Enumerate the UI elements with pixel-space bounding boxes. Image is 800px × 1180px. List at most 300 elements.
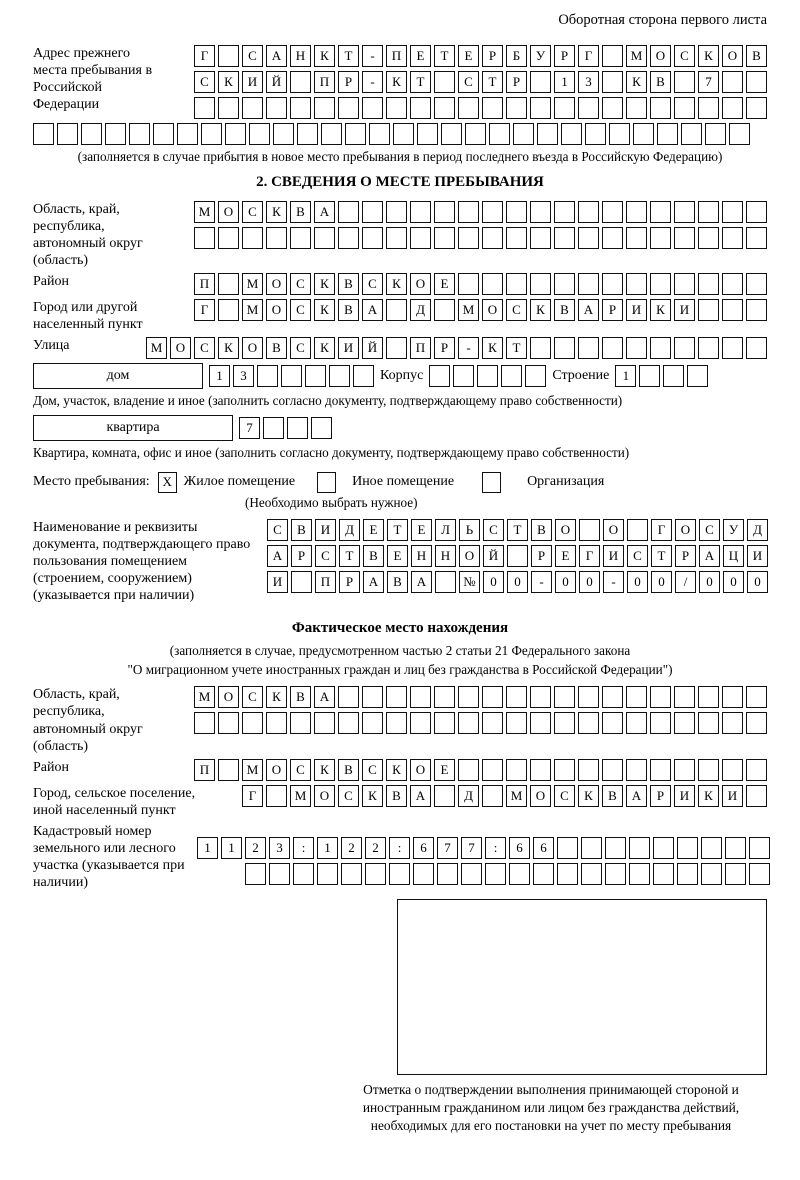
- form-cell[interactable]: [386, 712, 407, 734]
- form-cell[interactable]: [506, 97, 527, 119]
- form-cell[interactable]: П: [194, 273, 215, 295]
- form-cell[interactable]: [393, 123, 414, 145]
- form-cell[interactable]: Т: [410, 71, 431, 93]
- form-cell[interactable]: [722, 201, 743, 223]
- form-cell[interactable]: [602, 227, 623, 249]
- form-cell[interactable]: [513, 123, 534, 145]
- form-cell[interactable]: [698, 227, 719, 249]
- form-cell[interactable]: [722, 71, 743, 93]
- form-cell[interactable]: [674, 227, 695, 249]
- form-cell[interactable]: [698, 686, 719, 708]
- form-cell[interactable]: [201, 123, 222, 145]
- form-cell[interactable]: [218, 45, 239, 67]
- form-cell[interactable]: [557, 863, 578, 885]
- form-cell[interactable]: [674, 712, 695, 734]
- form-cell[interactable]: В: [338, 299, 359, 321]
- form-cell[interactable]: [650, 712, 671, 734]
- form-cell[interactable]: [530, 201, 551, 223]
- form-cell[interactable]: И: [674, 299, 695, 321]
- form-cell[interactable]: А: [578, 299, 599, 321]
- form-cell[interactable]: [509, 863, 530, 885]
- form-cell[interactable]: [249, 123, 270, 145]
- form-cell[interactable]: [674, 201, 695, 223]
- form-cell[interactable]: В: [650, 71, 671, 93]
- form-cell[interactable]: [705, 123, 726, 145]
- form-cell[interactable]: [33, 123, 54, 145]
- form-cell[interactable]: 7: [461, 837, 482, 859]
- form-cell[interactable]: [266, 97, 287, 119]
- form-cell[interactable]: 2: [365, 837, 386, 859]
- form-cell[interactable]: С: [699, 519, 720, 541]
- form-cell[interactable]: [602, 759, 623, 781]
- form-cell[interactable]: П: [410, 337, 431, 359]
- form-cell[interactable]: [722, 227, 743, 249]
- form-cell[interactable]: [626, 227, 647, 249]
- form-cell[interactable]: А: [411, 571, 432, 593]
- form-cell[interactable]: С: [242, 45, 263, 67]
- form-cell[interactable]: [273, 123, 294, 145]
- form-cell[interactable]: Е: [434, 759, 455, 781]
- form-cell[interactable]: [263, 417, 284, 439]
- form-cell[interactable]: Т: [338, 45, 359, 67]
- form-cell[interactable]: [650, 273, 671, 295]
- form-cell[interactable]: [290, 71, 311, 93]
- form-cell[interactable]: О: [603, 519, 624, 541]
- form-cell[interactable]: [746, 712, 767, 734]
- form-cell[interactable]: [554, 686, 575, 708]
- form-cell[interactable]: -: [362, 71, 383, 93]
- form-cell[interactable]: К: [314, 337, 335, 359]
- form-cell[interactable]: С: [242, 686, 263, 708]
- form-cell[interactable]: В: [387, 571, 408, 593]
- form-cell[interactable]: [698, 201, 719, 223]
- form-cell[interactable]: К: [386, 273, 407, 295]
- form-cell[interactable]: Й: [483, 545, 504, 567]
- form-cell[interactable]: [386, 299, 407, 321]
- form-cell[interactable]: [578, 97, 599, 119]
- form-cell[interactable]: 1: [554, 71, 575, 93]
- form-cell[interactable]: 7: [698, 71, 719, 93]
- form-cell[interactable]: У: [723, 519, 744, 541]
- form-cell[interactable]: Р: [291, 545, 312, 567]
- form-cell[interactable]: [218, 712, 239, 734]
- form-cell[interactable]: [578, 759, 599, 781]
- form-cell[interactable]: [698, 712, 719, 734]
- form-cell[interactable]: [530, 97, 551, 119]
- form-cell[interactable]: М: [194, 201, 215, 223]
- form-cell[interactable]: Е: [411, 519, 432, 541]
- form-cell[interactable]: [698, 337, 719, 359]
- form-cell[interactable]: :: [293, 837, 314, 859]
- form-cell[interactable]: Е: [363, 519, 384, 541]
- form-cell[interactable]: П: [386, 45, 407, 67]
- form-cell[interactable]: С: [506, 299, 527, 321]
- form-cell[interactable]: [434, 201, 455, 223]
- form-cell[interactable]: И: [626, 299, 647, 321]
- form-cell[interactable]: [602, 273, 623, 295]
- form-cell[interactable]: К: [218, 71, 239, 93]
- form-cell[interactable]: И: [242, 71, 263, 93]
- form-cell[interactable]: И: [603, 545, 624, 567]
- form-cell[interactable]: А: [410, 785, 431, 807]
- form-cell[interactable]: [458, 759, 479, 781]
- form-cell[interactable]: [578, 712, 599, 734]
- form-cell[interactable]: [749, 837, 770, 859]
- form-cell[interactable]: [722, 759, 743, 781]
- form-cell[interactable]: [386, 337, 407, 359]
- form-cell[interactable]: К: [314, 759, 335, 781]
- form-cell[interactable]: /: [675, 571, 696, 593]
- form-cell[interactable]: [629, 837, 650, 859]
- form-cell[interactable]: С: [338, 785, 359, 807]
- form-cell[interactable]: [626, 686, 647, 708]
- form-cell[interactable]: [482, 97, 503, 119]
- form-cell[interactable]: 1: [221, 837, 242, 859]
- form-cell[interactable]: [386, 97, 407, 119]
- form-cell[interactable]: [530, 759, 551, 781]
- form-cell[interactable]: [305, 365, 326, 387]
- form-cell[interactable]: [266, 785, 287, 807]
- form-cell[interactable]: 7: [239, 417, 260, 439]
- form-cell[interactable]: К: [314, 299, 335, 321]
- form-cell[interactable]: [506, 759, 527, 781]
- form-cell[interactable]: [506, 712, 527, 734]
- form-cell[interactable]: [581, 863, 602, 885]
- form-cell[interactable]: [674, 686, 695, 708]
- form-cell[interactable]: Г: [579, 545, 600, 567]
- form-cell[interactable]: С: [194, 337, 215, 359]
- form-cell[interactable]: М: [242, 759, 263, 781]
- form-cell[interactable]: П: [314, 71, 335, 93]
- form-cell[interactable]: [291, 571, 312, 593]
- form-cell[interactable]: [554, 227, 575, 249]
- form-cell[interactable]: [441, 123, 462, 145]
- form-cell[interactable]: [458, 201, 479, 223]
- form-cell[interactable]: [266, 712, 287, 734]
- form-cell[interactable]: [650, 201, 671, 223]
- form-cell[interactable]: Б: [506, 45, 527, 67]
- form-cell[interactable]: О: [410, 273, 431, 295]
- form-cell[interactable]: [639, 365, 660, 387]
- form-cell[interactable]: [602, 686, 623, 708]
- form-cell[interactable]: Д: [747, 519, 768, 541]
- form-cell[interactable]: [242, 712, 263, 734]
- form-cell[interactable]: [242, 97, 263, 119]
- form-cell[interactable]: [629, 863, 650, 885]
- form-cell[interactable]: [437, 863, 458, 885]
- form-cell[interactable]: [458, 227, 479, 249]
- form-cell[interactable]: М: [146, 337, 167, 359]
- checkbox-organization[interactable]: [482, 472, 501, 493]
- form-cell[interactable]: [698, 299, 719, 321]
- form-cell[interactable]: [290, 712, 311, 734]
- form-cell[interactable]: О: [170, 337, 191, 359]
- form-cell[interactable]: [311, 417, 332, 439]
- form-cell[interactable]: О: [218, 686, 239, 708]
- form-cell[interactable]: А: [626, 785, 647, 807]
- form-cell[interactable]: [722, 712, 743, 734]
- form-cell[interactable]: К: [266, 201, 287, 223]
- form-cell[interactable]: В: [290, 201, 311, 223]
- form-cell[interactable]: [410, 686, 431, 708]
- form-cell[interactable]: [650, 759, 671, 781]
- form-cell[interactable]: В: [746, 45, 767, 67]
- form-cell[interactable]: А: [267, 545, 288, 567]
- form-cell[interactable]: [281, 365, 302, 387]
- form-cell[interactable]: -: [603, 571, 624, 593]
- form-cell[interactable]: [605, 863, 626, 885]
- form-cell[interactable]: С: [362, 759, 383, 781]
- form-cell[interactable]: [554, 273, 575, 295]
- form-cell[interactable]: И: [267, 571, 288, 593]
- form-cell[interactable]: С: [267, 519, 288, 541]
- form-cell[interactable]: [434, 785, 455, 807]
- form-cell[interactable]: 0: [723, 571, 744, 593]
- form-cell[interactable]: А: [362, 299, 383, 321]
- form-cell[interactable]: 7: [437, 837, 458, 859]
- form-cell[interactable]: [578, 337, 599, 359]
- form-cell[interactable]: В: [290, 686, 311, 708]
- form-cell[interactable]: [746, 273, 767, 295]
- form-cell[interactable]: [674, 759, 695, 781]
- form-cell[interactable]: [266, 227, 287, 249]
- form-cell[interactable]: Д: [339, 519, 360, 541]
- form-cell[interactable]: [482, 686, 503, 708]
- form-cell[interactable]: К: [314, 273, 335, 295]
- form-cell[interactable]: [725, 837, 746, 859]
- form-cell[interactable]: [746, 785, 767, 807]
- form-cell[interactable]: [218, 273, 239, 295]
- form-cell[interactable]: Т: [339, 545, 360, 567]
- form-cell[interactable]: :: [485, 837, 506, 859]
- form-cell[interactable]: 0: [747, 571, 768, 593]
- form-cell[interactable]: М: [242, 273, 263, 295]
- form-cell[interactable]: 0: [507, 571, 528, 593]
- form-cell[interactable]: [386, 201, 407, 223]
- form-cell[interactable]: [663, 365, 684, 387]
- form-cell[interactable]: 6: [509, 837, 530, 859]
- form-cell[interactable]: Т: [507, 519, 528, 541]
- form-cell[interactable]: [602, 201, 623, 223]
- form-cell[interactable]: М: [194, 686, 215, 708]
- form-cell[interactable]: [465, 123, 486, 145]
- form-cell[interactable]: [57, 123, 78, 145]
- form-cell[interactable]: [746, 71, 767, 93]
- form-cell[interactable]: Е: [458, 45, 479, 67]
- form-cell[interactable]: А: [314, 201, 335, 223]
- form-cell[interactable]: [585, 123, 606, 145]
- form-cell[interactable]: :: [389, 837, 410, 859]
- form-cell[interactable]: [477, 365, 498, 387]
- form-cell[interactable]: [482, 759, 503, 781]
- form-cell[interactable]: Ц: [723, 545, 744, 567]
- form-cell[interactable]: В: [602, 785, 623, 807]
- form-cell[interactable]: [338, 712, 359, 734]
- form-cell[interactable]: Е: [434, 273, 455, 295]
- form-cell[interactable]: [581, 837, 602, 859]
- form-cell[interactable]: [501, 365, 522, 387]
- checkbox-other-premises[interactable]: [317, 472, 336, 493]
- form-cell[interactable]: О: [410, 759, 431, 781]
- form-cell[interactable]: [321, 123, 342, 145]
- form-cell[interactable]: [338, 227, 359, 249]
- form-cell[interactable]: 0: [699, 571, 720, 593]
- form-cell[interactable]: Р: [338, 71, 359, 93]
- form-cell[interactable]: Г: [194, 299, 215, 321]
- form-cell[interactable]: [257, 365, 278, 387]
- form-cell[interactable]: В: [363, 545, 384, 567]
- form-cell[interactable]: Т: [482, 71, 503, 93]
- form-cell[interactable]: [482, 273, 503, 295]
- form-cell[interactable]: [218, 227, 239, 249]
- form-cell[interactable]: П: [315, 571, 336, 593]
- form-cell[interactable]: [434, 227, 455, 249]
- form-cell[interactable]: [701, 863, 722, 885]
- form-cell[interactable]: [530, 227, 551, 249]
- form-cell[interactable]: С: [290, 273, 311, 295]
- form-cell[interactable]: [353, 365, 374, 387]
- form-cell[interactable]: [554, 712, 575, 734]
- form-cell[interactable]: [314, 712, 335, 734]
- form-cell[interactable]: [681, 123, 702, 145]
- form-cell[interactable]: [650, 686, 671, 708]
- form-cell[interactable]: [365, 863, 386, 885]
- form-cell[interactable]: [653, 837, 674, 859]
- form-cell[interactable]: А: [363, 571, 384, 593]
- form-cell[interactable]: С: [290, 299, 311, 321]
- form-cell[interactable]: [482, 712, 503, 734]
- form-cell[interactable]: Р: [482, 45, 503, 67]
- form-cell[interactable]: [461, 863, 482, 885]
- form-cell[interactable]: [341, 863, 362, 885]
- form-cell[interactable]: [657, 123, 678, 145]
- form-cell[interactable]: [410, 712, 431, 734]
- form-cell[interactable]: [578, 201, 599, 223]
- form-cell[interactable]: Е: [410, 45, 431, 67]
- form-cell[interactable]: [434, 299, 455, 321]
- form-cell[interactable]: [81, 123, 102, 145]
- form-cell[interactable]: [533, 863, 554, 885]
- form-cell[interactable]: О: [675, 519, 696, 541]
- form-cell[interactable]: [627, 519, 648, 541]
- form-cell[interactable]: [749, 863, 770, 885]
- form-cell[interactable]: [314, 227, 335, 249]
- form-cell[interactable]: С: [242, 201, 263, 223]
- form-cell[interactable]: [554, 97, 575, 119]
- form-cell[interactable]: 0: [651, 571, 672, 593]
- form-cell[interactable]: [578, 273, 599, 295]
- form-cell[interactable]: [537, 123, 558, 145]
- form-cell[interactable]: С: [194, 71, 215, 93]
- form-cell[interactable]: [482, 785, 503, 807]
- form-cell[interactable]: [602, 712, 623, 734]
- form-cell[interactable]: Г: [242, 785, 263, 807]
- form-cell[interactable]: -: [531, 571, 552, 593]
- form-cell[interactable]: С: [290, 759, 311, 781]
- form-cell[interactable]: [287, 417, 308, 439]
- form-cell[interactable]: С: [362, 273, 383, 295]
- form-cell[interactable]: 6: [413, 837, 434, 859]
- form-cell[interactable]: М: [242, 299, 263, 321]
- form-cell[interactable]: Р: [531, 545, 552, 567]
- form-cell[interactable]: О: [218, 201, 239, 223]
- form-cell[interactable]: [650, 337, 671, 359]
- form-cell[interactable]: Й: [266, 71, 287, 93]
- form-cell[interactable]: [626, 273, 647, 295]
- form-cell[interactable]: [554, 201, 575, 223]
- form-cell[interactable]: [506, 273, 527, 295]
- form-cell[interactable]: [746, 97, 767, 119]
- form-cell[interactable]: В: [338, 273, 359, 295]
- form-cell[interactable]: [530, 337, 551, 359]
- form-cell[interactable]: [530, 712, 551, 734]
- form-cell[interactable]: [435, 571, 456, 593]
- form-cell[interactable]: [722, 299, 743, 321]
- form-cell[interactable]: В: [266, 337, 287, 359]
- form-cell[interactable]: [482, 201, 503, 223]
- form-cell[interactable]: [698, 97, 719, 119]
- form-cell[interactable]: С: [458, 71, 479, 93]
- form-cell[interactable]: А: [699, 545, 720, 567]
- form-cell[interactable]: [677, 837, 698, 859]
- form-cell[interactable]: Г: [651, 519, 672, 541]
- form-cell[interactable]: Р: [675, 545, 696, 567]
- form-cell[interactable]: [530, 273, 551, 295]
- form-cell[interactable]: [485, 863, 506, 885]
- form-cell[interactable]: [698, 759, 719, 781]
- form-cell[interactable]: [105, 123, 126, 145]
- form-cell[interactable]: А: [266, 45, 287, 67]
- form-cell[interactable]: К: [650, 299, 671, 321]
- form-cell[interactable]: [434, 712, 455, 734]
- form-cell[interactable]: Р: [602, 299, 623, 321]
- form-cell[interactable]: 3: [578, 71, 599, 93]
- form-cell[interactable]: К: [626, 71, 647, 93]
- form-cell[interactable]: К: [362, 785, 383, 807]
- form-cell[interactable]: К: [698, 785, 719, 807]
- form-cell[interactable]: [506, 686, 527, 708]
- form-cell[interactable]: [429, 365, 450, 387]
- form-cell[interactable]: [626, 97, 647, 119]
- form-cell[interactable]: 1: [615, 365, 636, 387]
- form-cell[interactable]: [194, 97, 215, 119]
- form-cell[interactable]: Й: [362, 337, 383, 359]
- form-cell[interactable]: Т: [651, 545, 672, 567]
- form-cell[interactable]: Н: [435, 545, 456, 567]
- form-cell[interactable]: [362, 201, 383, 223]
- form-cell[interactable]: 1: [197, 837, 218, 859]
- form-cell[interactable]: М: [458, 299, 479, 321]
- form-cell[interactable]: В: [554, 299, 575, 321]
- form-cell[interactable]: [269, 863, 290, 885]
- form-cell[interactable]: О: [459, 545, 480, 567]
- form-cell[interactable]: Т: [387, 519, 408, 541]
- form-cell[interactable]: Н: [290, 45, 311, 67]
- form-cell[interactable]: [458, 273, 479, 295]
- form-cell[interactable]: Е: [555, 545, 576, 567]
- form-cell[interactable]: [725, 863, 746, 885]
- form-cell[interactable]: [506, 201, 527, 223]
- form-cell[interactable]: [626, 201, 647, 223]
- form-cell[interactable]: [177, 123, 198, 145]
- form-cell[interactable]: 0: [555, 571, 576, 593]
- form-cell[interactable]: В: [291, 519, 312, 541]
- form-cell[interactable]: Г: [578, 45, 599, 67]
- form-cell[interactable]: [338, 201, 359, 223]
- form-cell[interactable]: [506, 227, 527, 249]
- form-cell[interactable]: [687, 365, 708, 387]
- form-cell[interactable]: Н: [411, 545, 432, 567]
